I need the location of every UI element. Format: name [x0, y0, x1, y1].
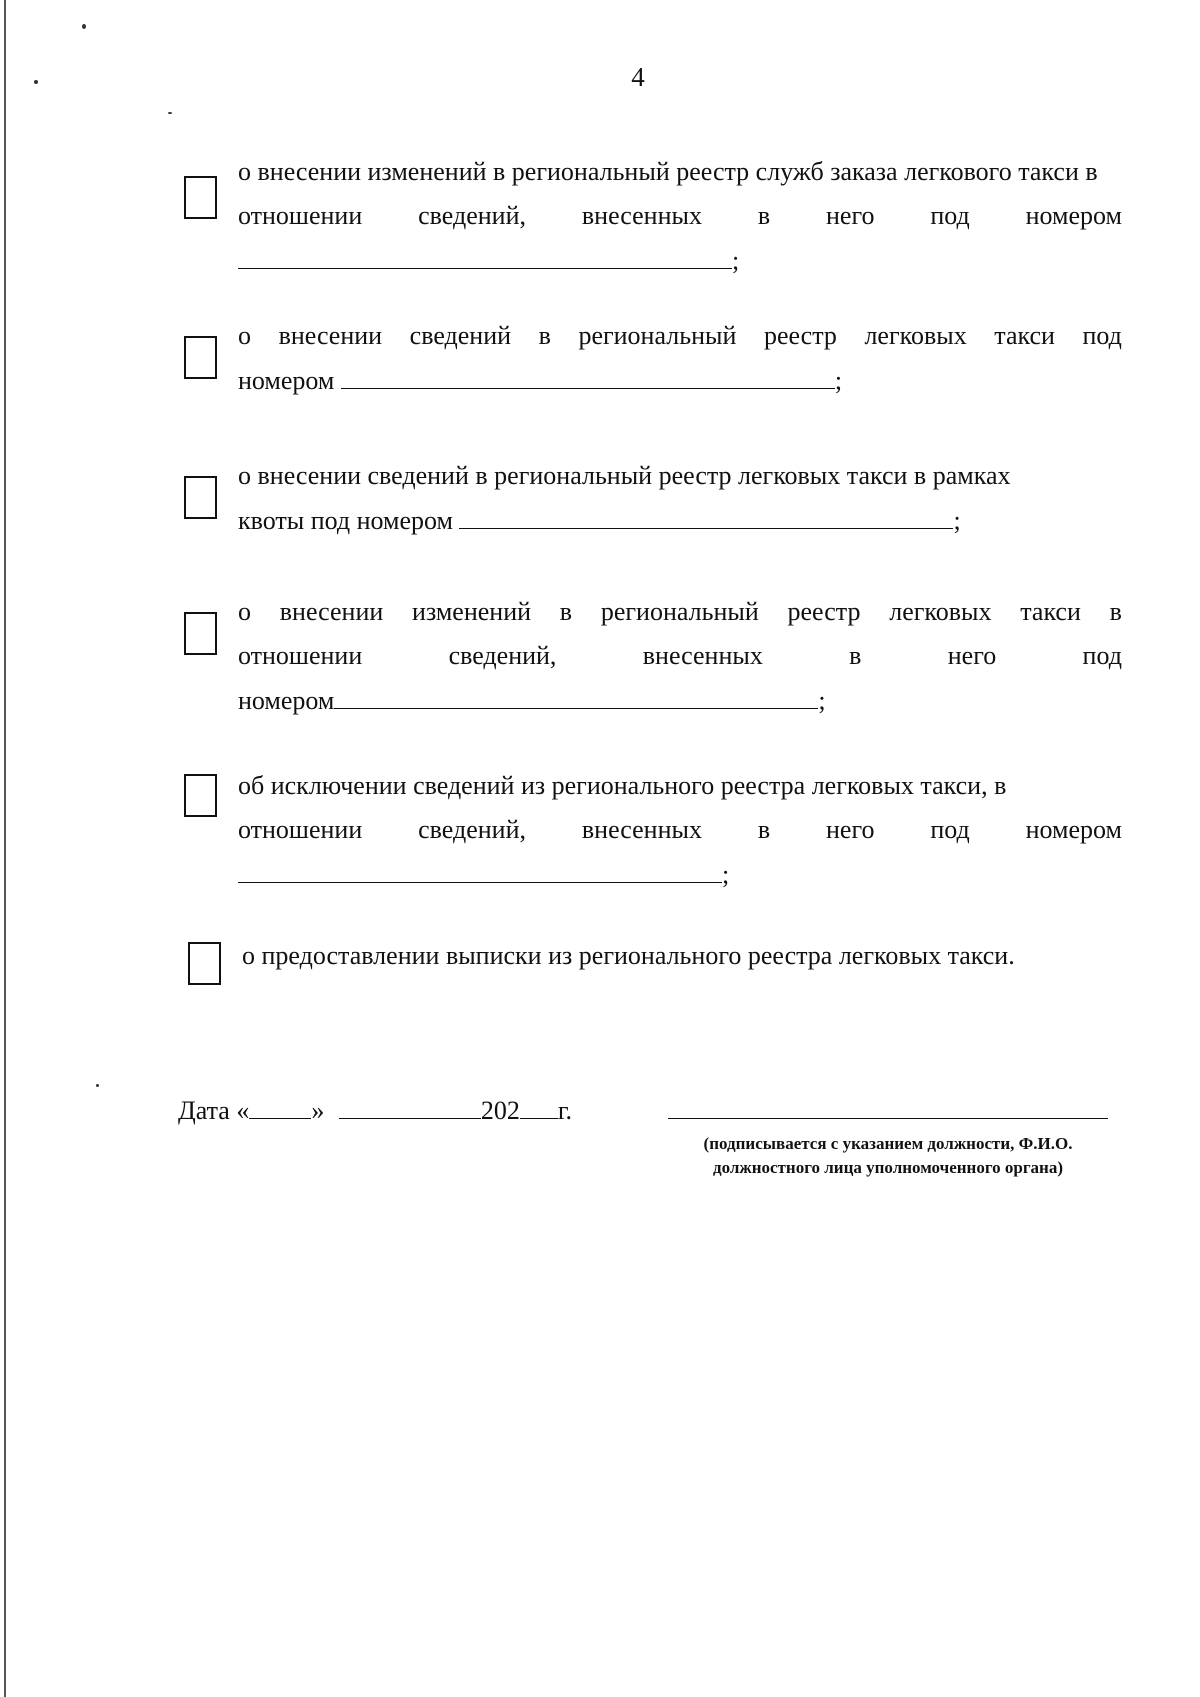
option-checkbox-1[interactable]: [184, 176, 217, 219]
option-4-line-1: о внесении изменений в региональный реестр легковых такси в: [238, 597, 1122, 626]
date-close-quote: »: [311, 1096, 325, 1125]
option-1-line-3: ;: [238, 238, 1122, 282]
option-checkbox-5[interactable]: [184, 774, 217, 817]
number-blank-5[interactable]: [238, 852, 722, 883]
number-blank-3[interactable]: [459, 498, 953, 529]
number-blank-2[interactable]: [341, 358, 835, 389]
option-text-1: [238, 150, 1122, 282]
option-checkbox-4[interactable]: [184, 612, 217, 655]
option-text-5: [238, 764, 1122, 896]
signature-block: [178, 1090, 1138, 1210]
scan-speck: [96, 1084, 99, 1087]
option-checkbox-3[interactable]: [184, 476, 217, 519]
option-5-line-2: отношении сведений, внесенных в него под номером: [238, 815, 1122, 844]
option-text-6: [242, 934, 1126, 978]
number-blank-1[interactable]: [238, 238, 732, 269]
signature-note: (подписывается с указанием должности, Ф.И.О. должностного лица уполномоченного органа): [703, 1134, 1073, 1177]
option-6-line-1: о предоставлении выписки из регионального реестра легковых такси.: [242, 941, 1015, 970]
year-blank[interactable]: [520, 1090, 558, 1119]
scan-speck: [168, 112, 172, 114]
option-1-line-2: отношении сведений, внесенных в него под номером: [238, 201, 1122, 230]
page-number: 4: [631, 62, 645, 92]
option-3-line-2: квоты под номером ;: [238, 498, 1122, 542]
option-2-line-2: номером ;: [238, 358, 1122, 402]
date-label: Дата «: [178, 1096, 250, 1125]
year-prefix: 202: [480, 1096, 520, 1125]
option-4-line-2: отношении сведений, внесенных в него под: [238, 641, 1122, 670]
date-line: [178, 1090, 572, 1131]
option-text-3: [238, 454, 1122, 542]
signature-line[interactable]: [668, 1118, 1108, 1119]
option-1-line-1: о внесении изменений в региональный реестр служб заказа легкового такси в: [238, 157, 1098, 186]
option-2-line-1: о внесении сведений в региональный реестр легковых такси под: [238, 321, 1122, 350]
page-left-edge: [4, 0, 6, 1697]
month-blank[interactable]: [339, 1090, 481, 1119]
option-5-line-3: ;: [238, 852, 1122, 896]
option-5-line-1: об исключении сведений из регионального реестра легковых такси, в: [238, 771, 1007, 800]
option-checkbox-2[interactable]: [184, 336, 217, 379]
option-text-4: [238, 590, 1122, 722]
option-checkbox-6[interactable]: [188, 942, 221, 985]
number-blank-4[interactable]: [334, 678, 818, 709]
option-4-line-3: номером ;: [238, 678, 1122, 722]
option-3-line-1: о внесении сведений в региональный реестр легковых такси в рамках: [238, 461, 1011, 490]
day-blank[interactable]: [249, 1090, 311, 1119]
scan-speck: [82, 24, 86, 29]
year-suffix: г.: [557, 1096, 573, 1125]
option-text-2: [238, 314, 1122, 402]
